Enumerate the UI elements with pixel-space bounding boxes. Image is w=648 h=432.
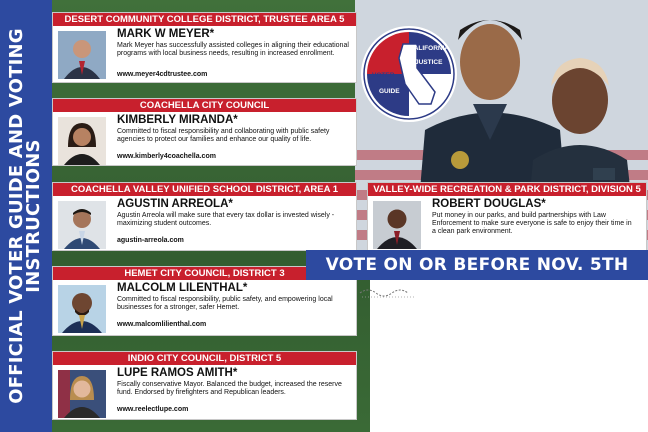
stamp-mark-icon xyxy=(358,285,418,301)
candidate-website-link[interactable]: www.meyer4cdtrustee.com xyxy=(117,71,208,78)
candidate-website-link[interactable]: www.malcomlilienthal.com xyxy=(117,321,207,328)
candidate-bio: Mark Meyer has successfully assisted colleges in aligning their educational programs with local business needs, resulting in increased enrollment. xyxy=(117,42,349,58)
candidate-name: AGUSTIN ARREOLA* xyxy=(117,198,233,210)
candidate-portrait xyxy=(58,201,106,249)
candidate-portrait xyxy=(373,201,421,249)
vote-deadline-banner: VOTE ON OR BEFORE NOV. 5TH xyxy=(306,250,648,280)
card-office-title: COACHELLA CITY COUNCIL xyxy=(53,99,356,112)
side-title: OFFICIAL VOTER GUIDE AND VOTING INSTRUCTIONS xyxy=(6,28,44,404)
candidate-website-link[interactable]: www.reelectlupe.com xyxy=(117,406,189,413)
card-office-title: INDIO CITY COUNCIL, DISTRICT 5 xyxy=(53,352,356,365)
candidate-card-amith xyxy=(52,351,357,420)
card-office-title: VALLEY-WIDE RECREATION & PARK DISTRICT, DIVISION 5 xyxy=(368,183,646,196)
logo-line1: CALIFORNIA xyxy=(409,45,450,52)
candidate-portrait xyxy=(58,285,106,333)
card-office-title: DESERT COMMUNITY COLLEGE DISTRICT, TRUSTEE AREA 5 xyxy=(53,13,356,26)
candidate-name: MARK W MEYER* xyxy=(117,28,215,40)
logo-line4: GUIDE xyxy=(379,88,400,95)
candidate-name: KIMBERLY MIRANDA* xyxy=(117,114,238,126)
candidate-name: LUPE RAMOS AMITH* xyxy=(117,367,238,379)
candidate-bio: Committed to fiscal responsibility, public safety, and empowering local businesses for a stronger, safer Hemet. xyxy=(117,296,333,312)
candidate-bio: Put money in our parks, and build partnerships with Law Enforcement to make sure everyone is safe to enjoy their time in a clean park environment. xyxy=(432,212,632,236)
candidate-portrait xyxy=(58,31,106,79)
card-office-title: HEMET CITY COUNCIL, DISTRICT 3 xyxy=(53,267,356,280)
candidate-card-meyer xyxy=(52,12,357,83)
candidate-bio: Committed to fiscal responsibility and collaborating with public safety agencies to protect our families and enhance our quality of life. xyxy=(117,128,330,144)
candidate-portrait xyxy=(58,370,106,418)
candidate-card-arreola xyxy=(52,182,357,251)
candidate-name: MALCOLM LILENTHAL* xyxy=(117,282,248,294)
candidate-card-douglas xyxy=(367,182,647,251)
candidate-bio: Fiscally conservative Mayor. Balanced the budget, increased the reserve fund. Endorsed by firefighters and Republican leaders. xyxy=(117,381,342,397)
card-office-title: COACHELLA VALLEY UNIFIED SCHOOL DISTRICT, AREA 1 xyxy=(53,183,356,196)
california-justice-logo xyxy=(363,28,455,120)
logo-line3: VOTER xyxy=(372,72,395,79)
candidate-card-miranda xyxy=(52,98,357,166)
candidate-bio: Agustin Arreola will make sure that every tax dollar is invested wisely - maximizing student outcomes. xyxy=(117,212,335,228)
logo-line2: JUSTICE xyxy=(415,59,443,66)
candidate-name: ROBERT DOUGLAS* xyxy=(432,198,546,210)
candidate-portrait xyxy=(58,117,106,165)
candidate-website-link[interactable]: www.kimberly4coachella.com xyxy=(117,153,216,160)
candidate-website-link[interactable]: agustin-arreola.com xyxy=(117,237,184,244)
